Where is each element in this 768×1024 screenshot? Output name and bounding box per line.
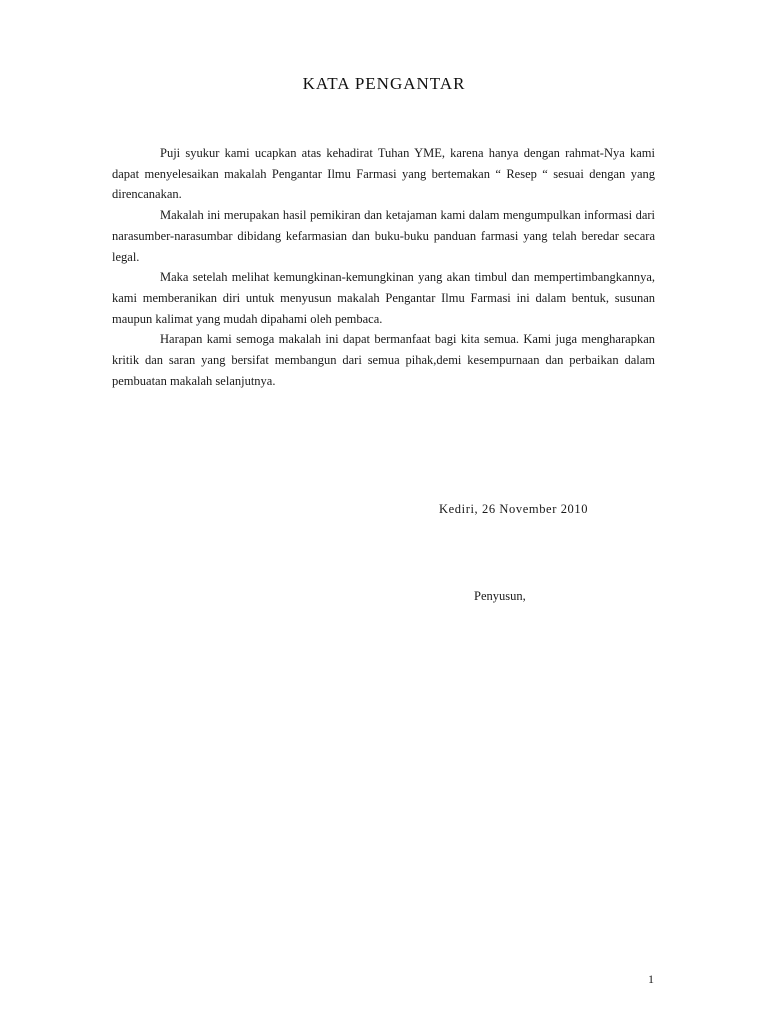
paragraph-2: Makalah ini merupakan hasil pemikiran dan ketajaman kami dalam mengumpulkan informasi dari narasumber-narasumbar dibidang kefarmasian dan buku-buku panduan farmasi yang telah beredar secara legal.: [112, 208, 655, 264]
page-title: KATA PENGANTAR: [302, 74, 466, 93]
paragraph-1: Puji syukur kami ucapkan atas kehadirat Tuhan YME, karena hanya dengan rahmat-Nya kami dapat menyelesaikan makalah Pengantar Ilmu Farmasi yang bertemakan “ Resep “ sesuai dengan yang direncanakan.: [112, 146, 655, 202]
page-number: 1: [648, 972, 654, 986]
paragraph-4: Harapan kami semoga makalah ini dapat bermanfaat bagi kita semua. Kami juga mengharapkan kritik dan saran yang bersifat membangun dari semua pihak,demi kesempurnaan dan perbaikan dalam pembuatan makalah selanjutnya.: [112, 332, 655, 388]
paragraph-3: Maka setelah melihat kemungkinan-kemungkinan yang akan timbul dan mempertimbangkannya, kami memberanikan diri untuk menyusun makalah Pengantar Ilmu Farmasi ini dalam bentuk, susunan maupun kalimat yang mudah dipahami oleh pembaca.: [112, 270, 655, 326]
author-label: Penyusun,: [474, 589, 526, 603]
document-body: [112, 143, 655, 391]
place-date: Kediri, 26 November 2010: [439, 502, 589, 516]
